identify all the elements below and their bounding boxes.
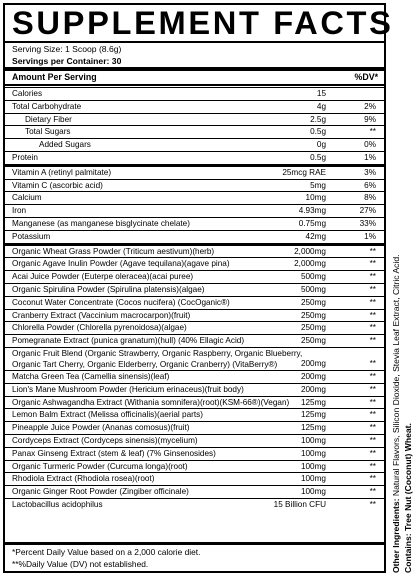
nutrient-name-line2: Organic Tart Cherry, Organic Elderberry, Organic Cranberry) (VitaBerry®) (12, 359, 278, 369)
nutrient-amount: 2,000mg (294, 259, 326, 269)
nutrient-row (5, 87, 384, 100)
nutrient-row (5, 191, 384, 204)
nutrient-name: Coconut Water Concentrate (Cocos nucifera) (CocOganic®) (12, 297, 230, 307)
nutrient-amount: 10mg (305, 193, 326, 203)
nutrient-row (5, 421, 384, 434)
nutrient-amount: 2.5g (310, 114, 326, 124)
nutrient-dv: ** (369, 371, 376, 381)
nutrient-row (5, 408, 384, 421)
nutrient-row (5, 217, 384, 230)
nutrient-name: Dietary Fiber (25, 114, 72, 124)
nutrient-dv: ** (369, 474, 376, 484)
nutrient-name: Calories (12, 89, 43, 98)
nutrient-name: Iron (12, 206, 27, 216)
amount-per-serving-header: Amount Per Serving (12, 72, 97, 82)
nutrient-dv: 27% (359, 206, 376, 216)
nutrient-name: Vitamin A (retinyl palmitate) (12, 167, 112, 177)
nutrient-amount: 250mg (300, 323, 326, 333)
nutrient-name: Protein (12, 152, 38, 162)
nutrient-dv: 3% (364, 167, 376, 177)
nutrient-name: Rhodiola Extract (Rhodiola rosea)(root) (12, 474, 155, 484)
nutrient-row (5, 434, 384, 447)
nutrient-name: Panax Ginseng Extract (stem & leaf) (7% Ginsenosides) (12, 448, 216, 458)
nutrient-amount: 200mg (300, 384, 326, 394)
nutrient-dv: ** (369, 272, 376, 282)
serving-size: Serving Size: 1 Scoop (8.6g) (12, 44, 122, 54)
nutrient-row (5, 230, 384, 243)
nutrient-name: Lion's Mane Mushroom Powder (Hericium erinaceus)(fruit body) (12, 384, 244, 394)
supplement-facts-panel (3, 3, 394, 573)
footnotes (12, 546, 200, 570)
nutrient-amount: 125mg (300, 397, 326, 407)
nutrient-name: Lactobacillus acidophilus (12, 499, 103, 509)
nutrient-name: Organic Agave Inulin Powder (Agave tequilana)(agave pina) (12, 259, 230, 269)
nutrient-name (12, 348, 302, 370)
servings-per-container: Servings per Container: 30 (12, 56, 122, 66)
nutrient-amount: 0.5g (310, 127, 326, 137)
nutrient-dv: 1% (364, 231, 376, 241)
contains-allergens (402, 3, 414, 573)
nutrient-amount: 42mg (305, 231, 326, 241)
nutrient-amount: 250mg (300, 336, 326, 346)
nutrient-row (5, 179, 384, 192)
nutrient-dv: 1% (364, 152, 376, 162)
nutrient-amount: 100mg (300, 461, 326, 471)
nutrient-amount: 4.93mg (298, 206, 326, 216)
nutrient-row (5, 113, 384, 126)
nutrient-amount: 0.75mg (298, 218, 326, 228)
nutrient-row (5, 125, 384, 138)
nutrient-name: Organic Ashwagandha Extract (Withania somnifera)(root)(KSM-66®)(Vegan) (12, 397, 290, 407)
nutrient-name: Manganese (as manganese bisglycinate chelate) (12, 218, 190, 228)
nutrient-dv: 33% (359, 218, 376, 228)
nutrient-dv: ** (369, 461, 376, 471)
nutrient-amount: 2,000mg (294, 246, 326, 256)
footnote-dv: *Percent Daily Value based on a 2,000 calorie diet. (12, 547, 201, 557)
nutrient-name: Organic Turmeric Powder (Curcuma longa)(root) (12, 461, 188, 471)
nutrient-row (5, 370, 384, 383)
nutrient-table (5, 87, 384, 511)
nutrient-name: Acai Juice Powder (Euterpe oleracea)(acai puree) (12, 272, 194, 282)
nutrient-row (5, 270, 384, 283)
nutrient-dv: 6% (364, 180, 376, 190)
contains-label: Contains: Tree Nut (Coconut) Wheat. (403, 423, 413, 573)
nutrient-name: Chlorella Powder (Chlorella pyrenoidosa)(algae) (12, 323, 187, 333)
nutrient-row (5, 447, 384, 460)
nutrient-row (5, 164, 384, 179)
nutrient-dv: ** (369, 499, 376, 509)
nutrient-amount: 25mcg RAE (282, 167, 326, 177)
nutrient-amount: 0.5g (310, 152, 326, 162)
nutrient-amount: 200mg (300, 358, 326, 368)
nutrient-dv: ** (369, 384, 376, 394)
nutrient-name: Matcha Green Tea (Camellia sinensis)(leaf) (12, 371, 170, 381)
nutrient-row (5, 498, 384, 511)
nutrient-row (5, 309, 384, 322)
serving-info (12, 43, 121, 67)
panel-title: SUPPLEMENT FACTS (12, 5, 394, 41)
nutrient-name: Vitamin C (ascorbic acid) (12, 180, 103, 190)
nutrient-name: Total Carbohydrate (12, 101, 82, 111)
nutrient-row (5, 485, 384, 498)
nutrient-row (5, 334, 384, 347)
nutrient-name: Added Sugars (39, 140, 91, 150)
nutrient-row (5, 296, 384, 309)
header-divider (5, 84, 384, 86)
nutrient-name: Potassium (12, 231, 51, 241)
other-ingredients-label: Other Ingredients: (391, 498, 401, 573)
nutrient-dv: 8% (364, 193, 376, 203)
nutrient-dv: ** (369, 487, 376, 497)
footnote-not-established: **%Daily Value (DV) not established. (12, 559, 149, 569)
column-header (12, 71, 382, 84)
nutrient-row (5, 151, 384, 164)
nutrient-dv: ** (369, 310, 376, 320)
nutrient-name: Cordyceps Extract (Cordyceps sinensis)(mycelium) (12, 435, 198, 445)
nutrient-name: Pomegranate Extract (punica granatum)(hull) (40% Ellagic Acid) (12, 336, 245, 346)
nutrient-amount: 100mg (300, 487, 326, 497)
nutrient-row (5, 243, 384, 258)
nutrient-row (5, 257, 384, 270)
side-ingredients (390, 3, 416, 573)
nutrient-amount: 250mg (300, 310, 326, 320)
nutrient-dv: ** (369, 284, 376, 294)
nutrient-row (5, 396, 384, 409)
nutrient-dv: ** (369, 397, 376, 407)
nutrient-amount: 15 Billion CFU (273, 499, 326, 509)
nutrient-amount: 100mg (300, 435, 326, 445)
nutrient-row (5, 138, 384, 151)
nutrient-amount: 125mg (300, 410, 326, 420)
nutrient-amount: 250mg (300, 297, 326, 307)
nutrient-amount: 100mg (300, 448, 326, 458)
nutrient-dv: 2% (364, 101, 376, 111)
nutrient-dv: ** (369, 259, 376, 269)
nutrient-row (5, 283, 384, 296)
nutrient-row (5, 100, 384, 113)
nutrient-name: Organic Wheat Grass Powder (Triticum aestivum)(herb) (12, 246, 215, 256)
nutrient-row (5, 204, 384, 217)
nutrient-name-line1: Organic Fruit Blend (Organic Strawberry, Organic Raspberry, Organic Blueberry, (12, 348, 303, 358)
nutrient-dv: ** (369, 448, 376, 458)
nutrient-dv: 0% (364, 140, 376, 150)
nutrient-name: Organic Spirulina Powder (Spirulina platensis)(algae) (12, 284, 205, 294)
nutrient-amount: 200mg (300, 371, 326, 381)
nutrient-amount: 500mg (300, 284, 326, 294)
nutrient-amount: 500mg (300, 272, 326, 282)
nutrient-amount: 100mg (300, 474, 326, 484)
nutrient-amount: 125mg (300, 423, 326, 433)
nutrient-dv: ** (369, 336, 376, 346)
other-ingredients (390, 3, 402, 573)
dv-header: %DV* (354, 72, 378, 82)
nutrient-dv: ** (369, 297, 376, 307)
nutrient-amount: 5mg (310, 180, 326, 190)
nutrient-name: Cranberry Extract (Vaccinium macrocarpon)(fruit) (12, 310, 191, 320)
nutrient-name: Organic Ginger Root Powder (Zingiber officinale) (12, 487, 189, 497)
nutrient-dv: ** (369, 435, 376, 445)
nutrient-name: Pineapple Juice Powder (Ananas comosus)(fruit) (12, 423, 190, 433)
nutrient-row (5, 472, 384, 485)
footer-divider (5, 542, 384, 545)
nutrient-row (5, 383, 384, 396)
nutrient-dv: ** (369, 246, 376, 256)
nutrient-amount: 4g (316, 101, 326, 111)
nutrient-dv: ** (369, 423, 376, 433)
nutrient-dv: 9% (364, 114, 376, 124)
nutrient-row (5, 460, 384, 473)
other-ingredients-value: Natural Flavors, Silicon Dioxide, Stevia Leaf Extract, Citric Acid. (391, 254, 401, 499)
nutrient-name: Total Sugars (25, 127, 71, 137)
nutrient-dv: ** (369, 410, 376, 420)
nutrient-dv: ** (369, 323, 376, 333)
nutrient-name: Calcium (12, 193, 42, 203)
nutrient-dv: ** (369, 127, 376, 137)
nutrient-row (5, 347, 384, 370)
nutrient-dv: ** (369, 358, 376, 368)
nutrient-amount: 0g (316, 140, 326, 150)
nutrient-row (5, 321, 384, 334)
nutrient-amount: 15 (316, 89, 326, 98)
nutrient-name: Lemon Balm Extract (Melissa officinalis)(aerial parts) (12, 410, 203, 420)
